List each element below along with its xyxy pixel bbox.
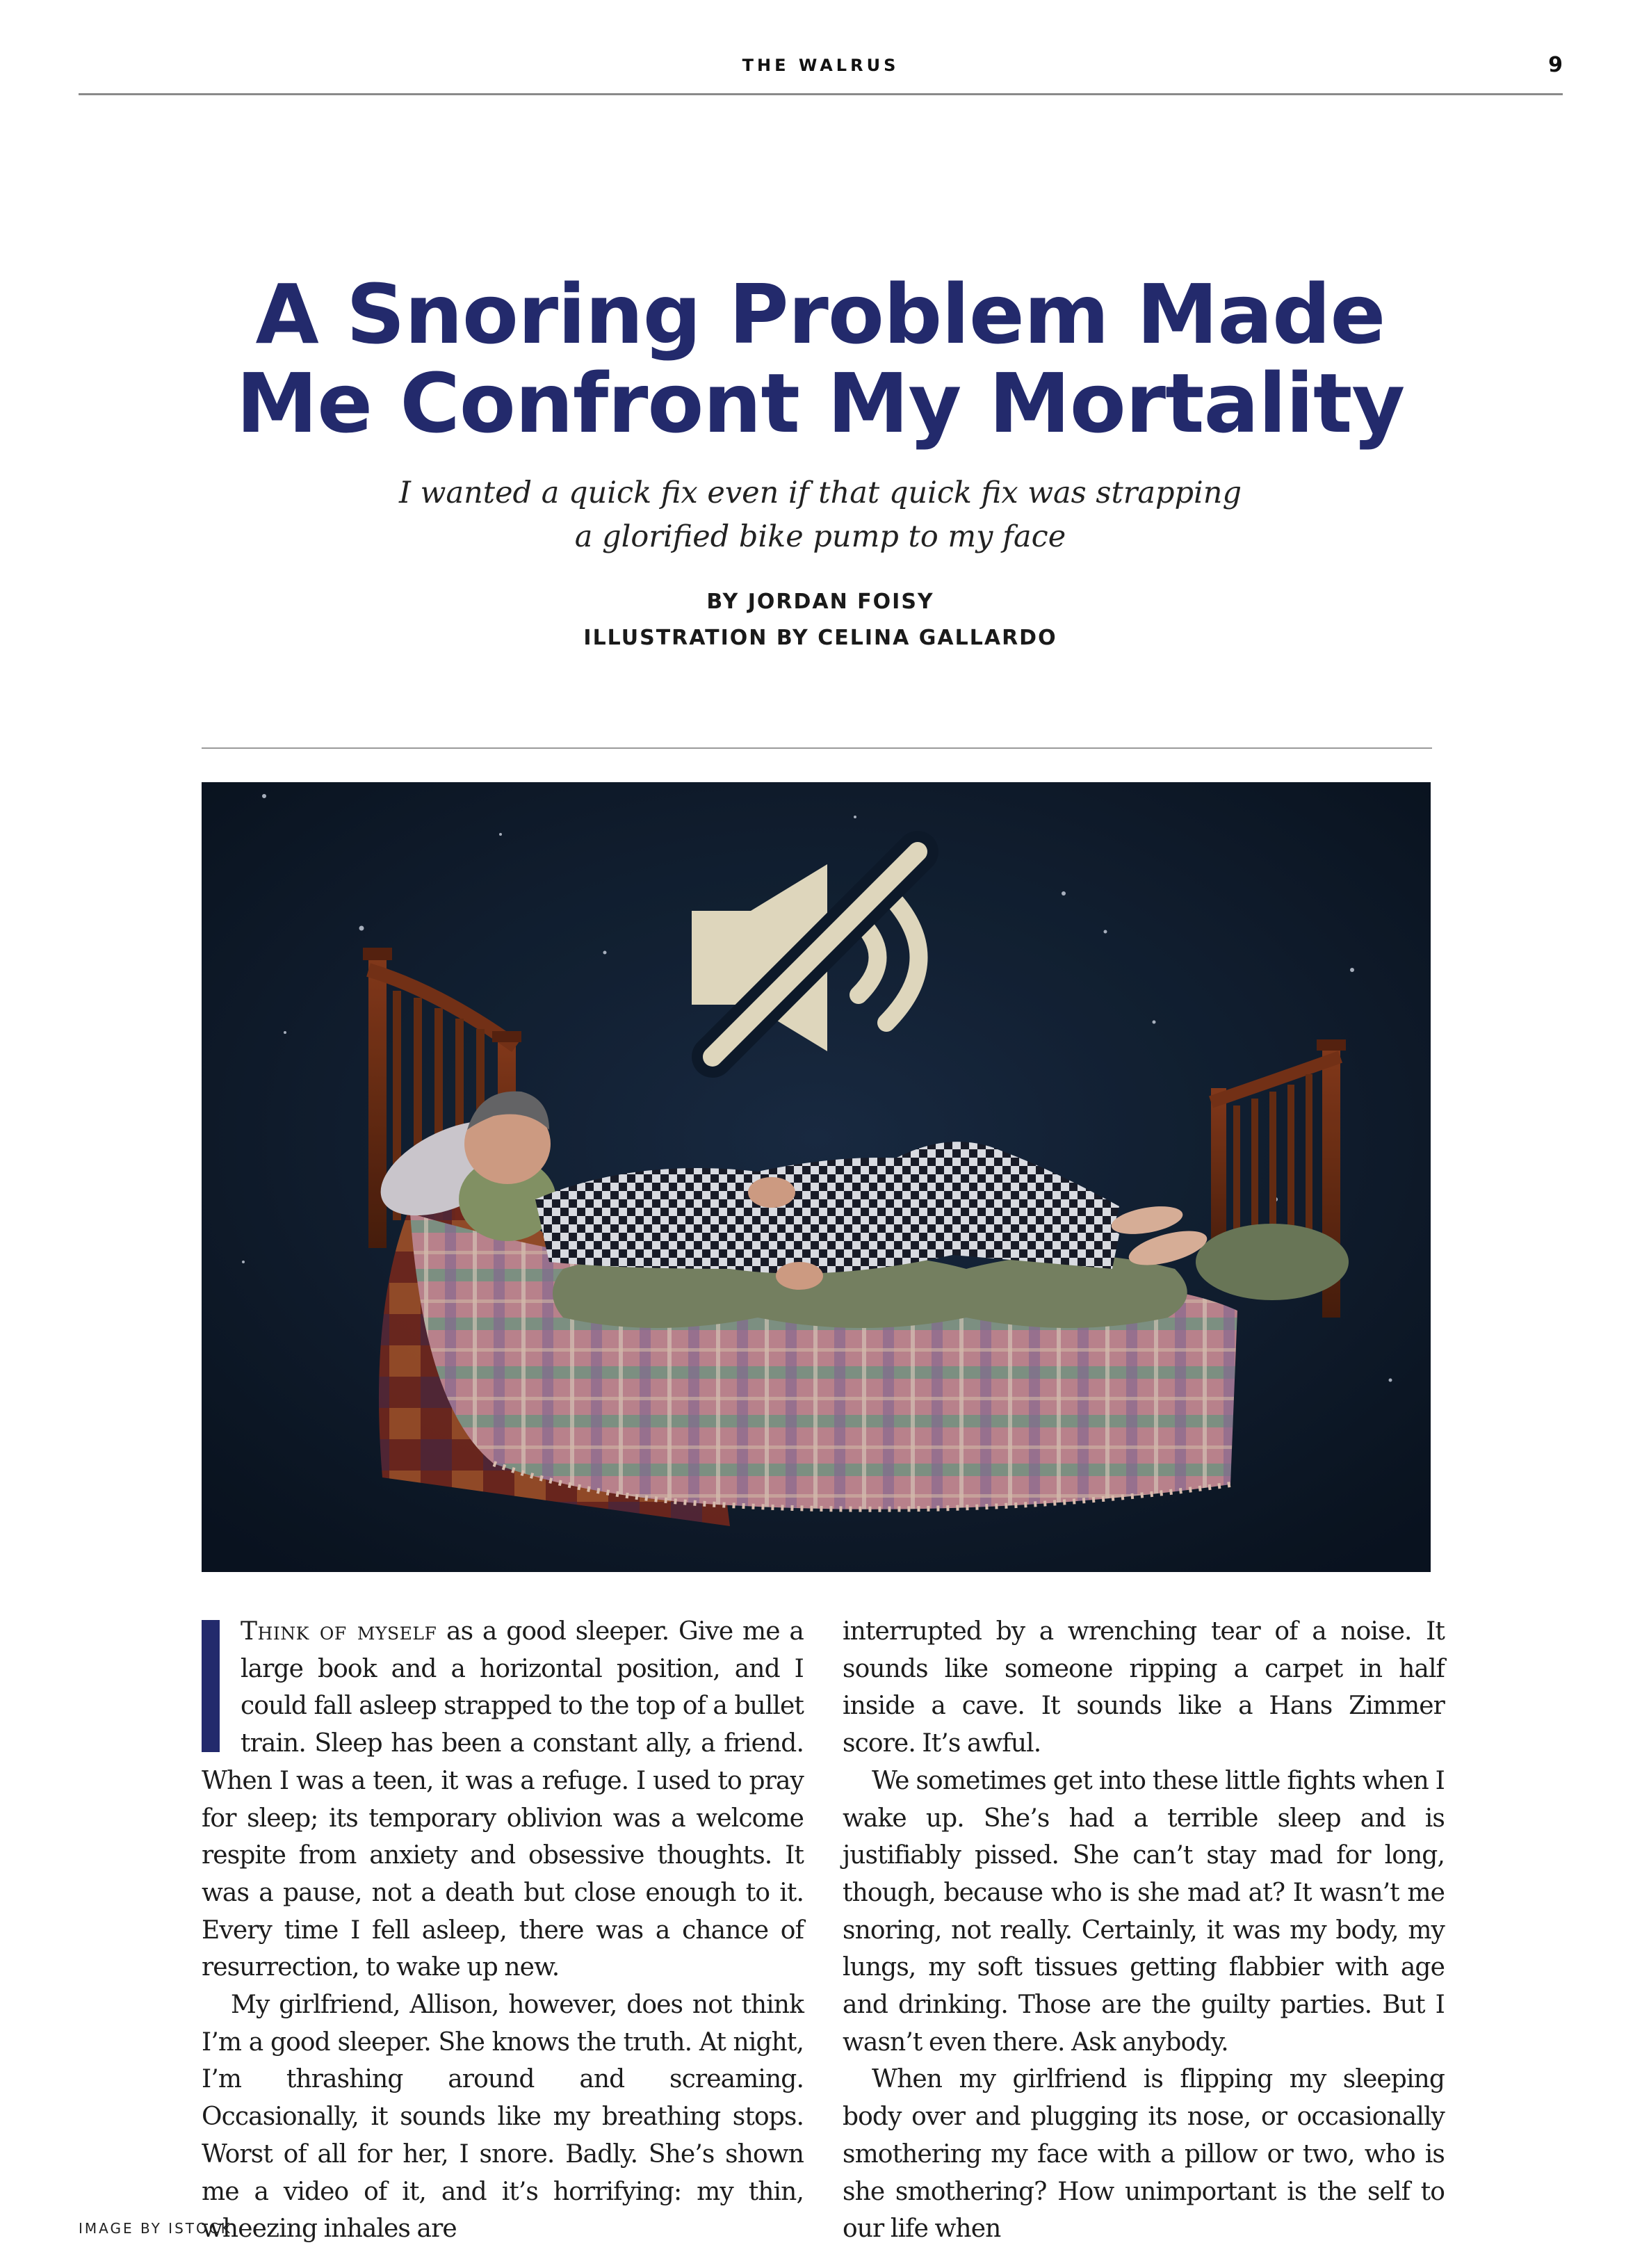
deck-line-1: I wanted a quick fix even if that quick fix was strapping [399,476,1242,510]
page-number: 9 [1548,53,1563,77]
photo-credit: IMAGE BY ISTOCK [79,2220,232,2237]
paragraph-4: We sometimes get into these little fights when I wake up. She’s had a terrible sleep and is justifiably pissed. She can’t stay mad for long, though, because who is she mad at? It wasn’t me snoring, not really. Certainly, it was my body, my lungs, my soft tissues getting flabbier with age and drinking. Those are the guilty parties. But I wasn’t even there. Ask anybody. [843,1766,1445,2057]
section-divider [202,747,1432,749]
paragraph-2: My girlfriend, Allison, however, does not think I’m a good sleeper. She knows the truth. At night, I’m thrashing around and screaming. Occasionally, it sounds like my breathing stops. Worst of all for her, I snore. Badly. She’s shown me a video of it, and it’s horrifying: my thin, wheezing inhales are [202,1991,804,2244]
paragraph-3: interrupted by a wrenching tear of a noise. It sounds like someone ripping a carpet in half inside a cave. It sounds like a Hans Zimmer score. It’s awful. [843,1617,1445,1758]
byline: BY JORDAN FOISY [706,590,934,614]
running-head [79,51,1563,95]
magazine-name: THE WALRUS [742,56,900,75]
credits [278,584,1363,656]
body-column-right [843,1613,1445,2248]
lead-in: Think of myself [241,1617,437,1646]
drop-cap-bar [202,1620,220,1752]
hero-illustration [202,782,1431,1572]
paragraph-5: When my girlfriend is flipping my sleeping body over and plugging its nose, or occasionally smothering my face with a pillow or two, who is she smothering? How unimportant is the self to our life when [843,2065,1445,2244]
headline-line-1: A Snoring Problem Made [255,266,1385,362]
headline-line-2: Me Confront My Mortality [236,355,1405,451]
headline [167,266,1474,451]
paragraph-1-text: as a good sleeper. Give me a large book and a horizontal position, and I could fall asleep strapped to the top of a bullet train. Sleep has been a constant ally, a friend. When I was a teen, it was a refuge. I used to pray for sleep; its temporary oblivion was a welcome respite from anxiety and obsessive thoughts. It was a pause, not a death but close enough to it. Every time I fell asleep, there was a chance of resurrection, to wake up new. [202,1617,804,1982]
body-column-left [202,1613,804,2248]
paragraph-1 [202,1613,804,1986]
illustration-credit: ILLUSTRATION BY CELINA GALLARDO [583,626,1057,650]
deck [278,471,1363,559]
deck-line-2: a glorified bike pump to my face [574,519,1066,554]
